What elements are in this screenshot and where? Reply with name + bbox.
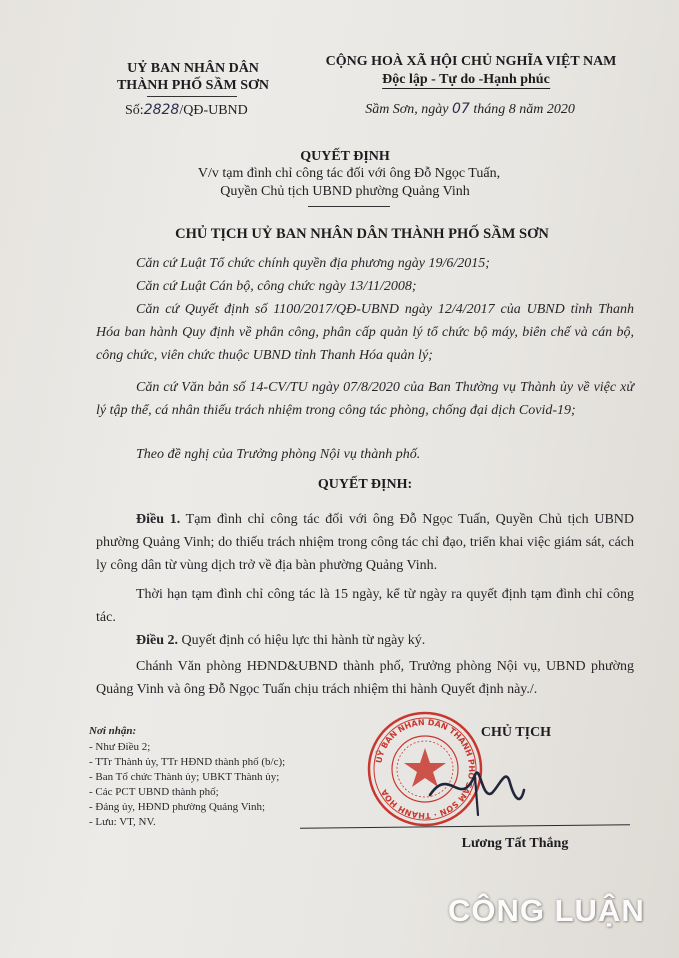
- legal-basis-2: Căn cứ Luật Cán bộ, công chức ngày 13/11/2008;: [136, 279, 417, 294]
- legal-basis-3: Căn cứ Quyết định số 1100/2017/QĐ-UBND ngày 12/4/2017 của UBND tỉnh Thanh Hóa ban hành Quy định về phân công, phân cấp quản lý tổ chức bộ máy, biên chế và cán bộ, công chức, viên chức thuộc UBND tỉnh Thanh Hóa quản lý;: [96, 302, 634, 363]
- agency-underline: [147, 96, 237, 97]
- number-suffix: /QĐ-UBND: [179, 103, 248, 118]
- subject-line2: Quyền Chủ tịch UBND phường Quảng Vinh: [220, 184, 470, 199]
- recipient-item: - TTr Thành ủy, TTr HĐND thành phố (b/c);: [89, 756, 286, 768]
- recipient-item: - Lưu: VT, NV.: [89, 816, 156, 828]
- article-1: [96, 508, 634, 577]
- subject-line1: V/v tạm đình chỉ công tác đối với ông Đỗ Ngọc Tuấn,: [197, 166, 501, 181]
- seal-text: UỶ BAN NHÂN DÂN THÀNH PHỐ SẦM SƠN · THANH HOÁ: [374, 717, 477, 821]
- document-number: [125, 102, 248, 119]
- decision-heading: QUYẾT ĐỊNH:: [317, 477, 413, 492]
- article-1-text: Tạm đình chỉ công tác đối với ông Đỗ Ngọc Tuấn, Quyền Chủ tịch UBND phường Quảng Vinh; do thiếu trách nhiệm trong công tác chỉ đạo, triển khai việc giám sát, cách ly công dân từ vùng dịch trở về địa bàn phường Quảng Vinh.: [96, 512, 635, 573]
- agency-name-line2: THÀNH PHỐ SẦM SƠN: [116, 78, 270, 93]
- document-title: QUYẾT ĐỊNH: [300, 149, 390, 164]
- signature-scribble: [420, 755, 530, 825]
- article-1-label: Điều 1.: [136, 512, 181, 527]
- legal-basis-5: Theo đề nghị của Trưởng phòng Nội vụ thành phố.: [136, 447, 421, 462]
- number-handwritten: 2828: [143, 102, 180, 118]
- article-2-text: Quyết định có hiệu lực thi hành từ ngày ký.: [181, 633, 426, 648]
- subject-underline: [308, 206, 390, 207]
- issue-date: Sầm Sơn, ngày 07 tháng 8 năm 2020: [365, 101, 575, 117]
- signer-name: Lương Tất Thắng: [461, 836, 569, 851]
- recipient-item: - Ban Tổ chức Thành ủy; UBKT Thành ủy;: [89, 771, 280, 783]
- nation-motto: Độc lập - Tự do -Hạnh phúc: [382, 72, 550, 87]
- signer-title: CHỦ TỊCH: [480, 725, 552, 740]
- agency-name-line1: UỶ BAN NHÂN DÂN: [127, 61, 259, 76]
- article-2-label: Điều 2.: [136, 633, 178, 648]
- recipient-item: - Như Điều 2;: [89, 741, 151, 753]
- number-prefix: Số:: [125, 103, 144, 118]
- legal-basis-4: Căn cứ Văn bản số 14-CV/TU ngày 07/8/2020 của Ban Thường vụ Thành ủy về việc xử lý tập thể, cá nhân thiếu trách nhiệm trong công tác phòng, chống đại dịch Covid-19;: [96, 380, 634, 418]
- recipient-item: - Đảng ủy, HĐND phường Quảng Vinh;: [89, 801, 266, 813]
- recipient-item: - Các PCT UBND thành phố;: [89, 786, 219, 798]
- recipients-title: Nơi nhận:: [89, 725, 137, 737]
- article-2: [96, 629, 634, 652]
- legal-basis-1: Căn cứ Luật Tổ chức chính quyền địa phương ngày 19/6/2015;: [136, 256, 490, 271]
- date-day-handwritten: 07: [451, 101, 470, 117]
- article-2-execution: Chánh Văn phòng HĐND&UBND thành phố, Trưởng phòng Nội vụ, UBND phường Quảng Vinh và ông Đỗ Ngọc Tuấn chịu trách nhiệm thi hành Quyết định này./.: [96, 659, 634, 697]
- watermark-logo: CÔNG LUẬN: [448, 893, 645, 928]
- article-1-term: Thời hạn tạm đình chỉ công tác là 15 ngày, kể từ ngày ra quyết định tạm đình chỉ công tác.: [96, 587, 634, 625]
- nation-name: CỘNG HOÀ XÃ HỘI CHỦ NGHĨA VIỆT NAM: [325, 54, 617, 69]
- issuing-authority: CHỦ TỊCH UỶ BAN NHÂN DÂN THÀNH PHỐ SẦM SƠN: [175, 226, 549, 242]
